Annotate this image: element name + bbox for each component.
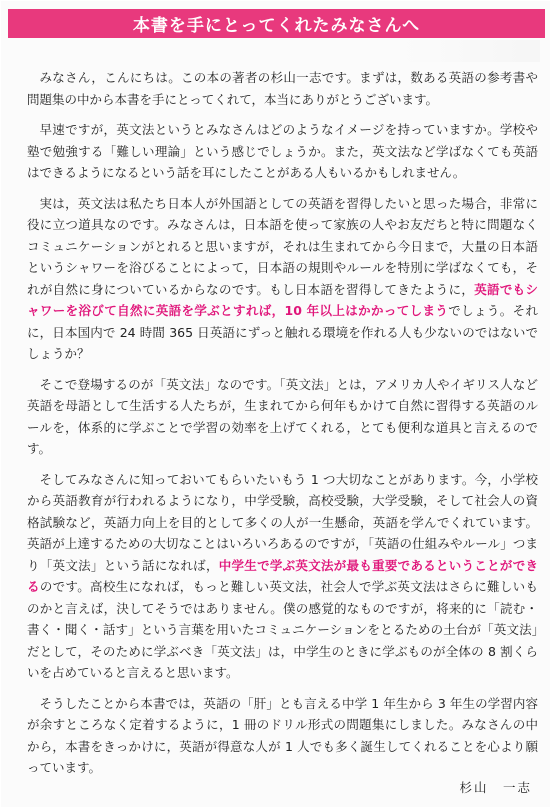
paragraph [27, 119, 538, 184]
author-signature: 杉山 一志 [459, 780, 532, 795]
paragraph-text: でしょう。それに，日本国内で 24 時間 365 日英語にずっと触れる環境を作れる人も少ないのではないでしょうか？ [27, 303, 538, 361]
paragraph [27, 469, 538, 684]
paragraph [27, 374, 538, 460]
title-banner [8, 9, 545, 38]
faded-background-graphic [400, 40, 540, 62]
paragraph-text: みなさん，こんにちは。この本の著者の杉山一志です。まずは，数ある英語の参考書や問題集の中から本書を手にとってくれて，本当にありがとうございます。 [27, 70, 538, 107]
highlighted-text: 中学生で学ぶ英文法が最も重要であるということができる [27, 557, 538, 594]
paragraph [27, 693, 538, 779]
paragraph-text: そうしたことから本書では，英語の「肝」とも言える中学 1 年生から 3 年生の学習内容が余すところなく定着するように，1 冊のドリル形式の問題集にしました。みなさんの中から，本書をきっかけに，英語が得意な人が 1 人でも多く誕生してくれることを心より願っています。 [27, 695, 538, 775]
paragraph-text: そこで登場するのが「英文法」なのです。「英文法」とは，アメリカ人やイギリス人など英語を母語として生活する人たちが，生まれてから何年もかけて自然に習得する英語のルールを，体系的に学ぶことで学習の効率を上げてくれる，とても便利な道具と言えるのです。 [27, 376, 538, 456]
paragraph-text: のです。高校生になれば，もっと難しい英文法，社会人で学ぶ英文法はさらに難しいものかと言えば，決してそうではありません。僕の感覚的なものですが，将来的に「読む・書く・聞く・話す」という言葉を用いたコミュニケーションをとるための土台が「英文法」だとして，そのために学ぶべき「英文法」は，中学生のときに学ぶものが全体の 8 割くらいを占めていると言えると思います。 [27, 579, 538, 680]
preface-body [27, 67, 538, 788]
paragraph-text: そしてみなさんに知っておいてもらいたいもう 1 つ大切なことがあります。今，小学校から英語教育が行われるようになり，中学受験，高校受験，大学受験，そして社会人の資格試験など，英語力向上を目的として多くの人が一生懸命，英語を学んでくれています。英語が上達するための大切なことはいろいろあるのですが，「英語の仕組みやルール」つまり「英文法」という話になれば， [27, 471, 538, 573]
paragraph [27, 67, 538, 110]
highlighted-text: 英語でもシャワーを浴びて自然に英語を学ぶとすれば，10 年以上はかかってしまう [27, 281, 538, 318]
paragraph [27, 193, 538, 365]
page-title: 本書を手にとってくれたみなさんへ [132, 16, 421, 36]
paragraph-text: 早速ですが，英文法というとみなさんはどのようなイメージを持っていますか。学校や塾で勉強する「難しい理論」という感じでしょうか。また，英文法など学ばなくても英語はできるようになるという話を耳にしたことがある人もいるかもしれません。 [27, 122, 538, 180]
paragraph-text: 実は，英文法は私たち日本人が外国語としての英語を習得したいと思った場合，非常に役に立つ道具なのです。みなさんは，日本語を使って家族の人やお友だちと特に問題なくコミュニケーションがとれると思いますが，それは生まれてから今日まで，大量の日本語というシャワーを浴びることによって，日本語の規則やルールを特別に学ばなくても，それが自然に身についているからなのです。もし日本語を習得してきたように， [27, 195, 538, 297]
